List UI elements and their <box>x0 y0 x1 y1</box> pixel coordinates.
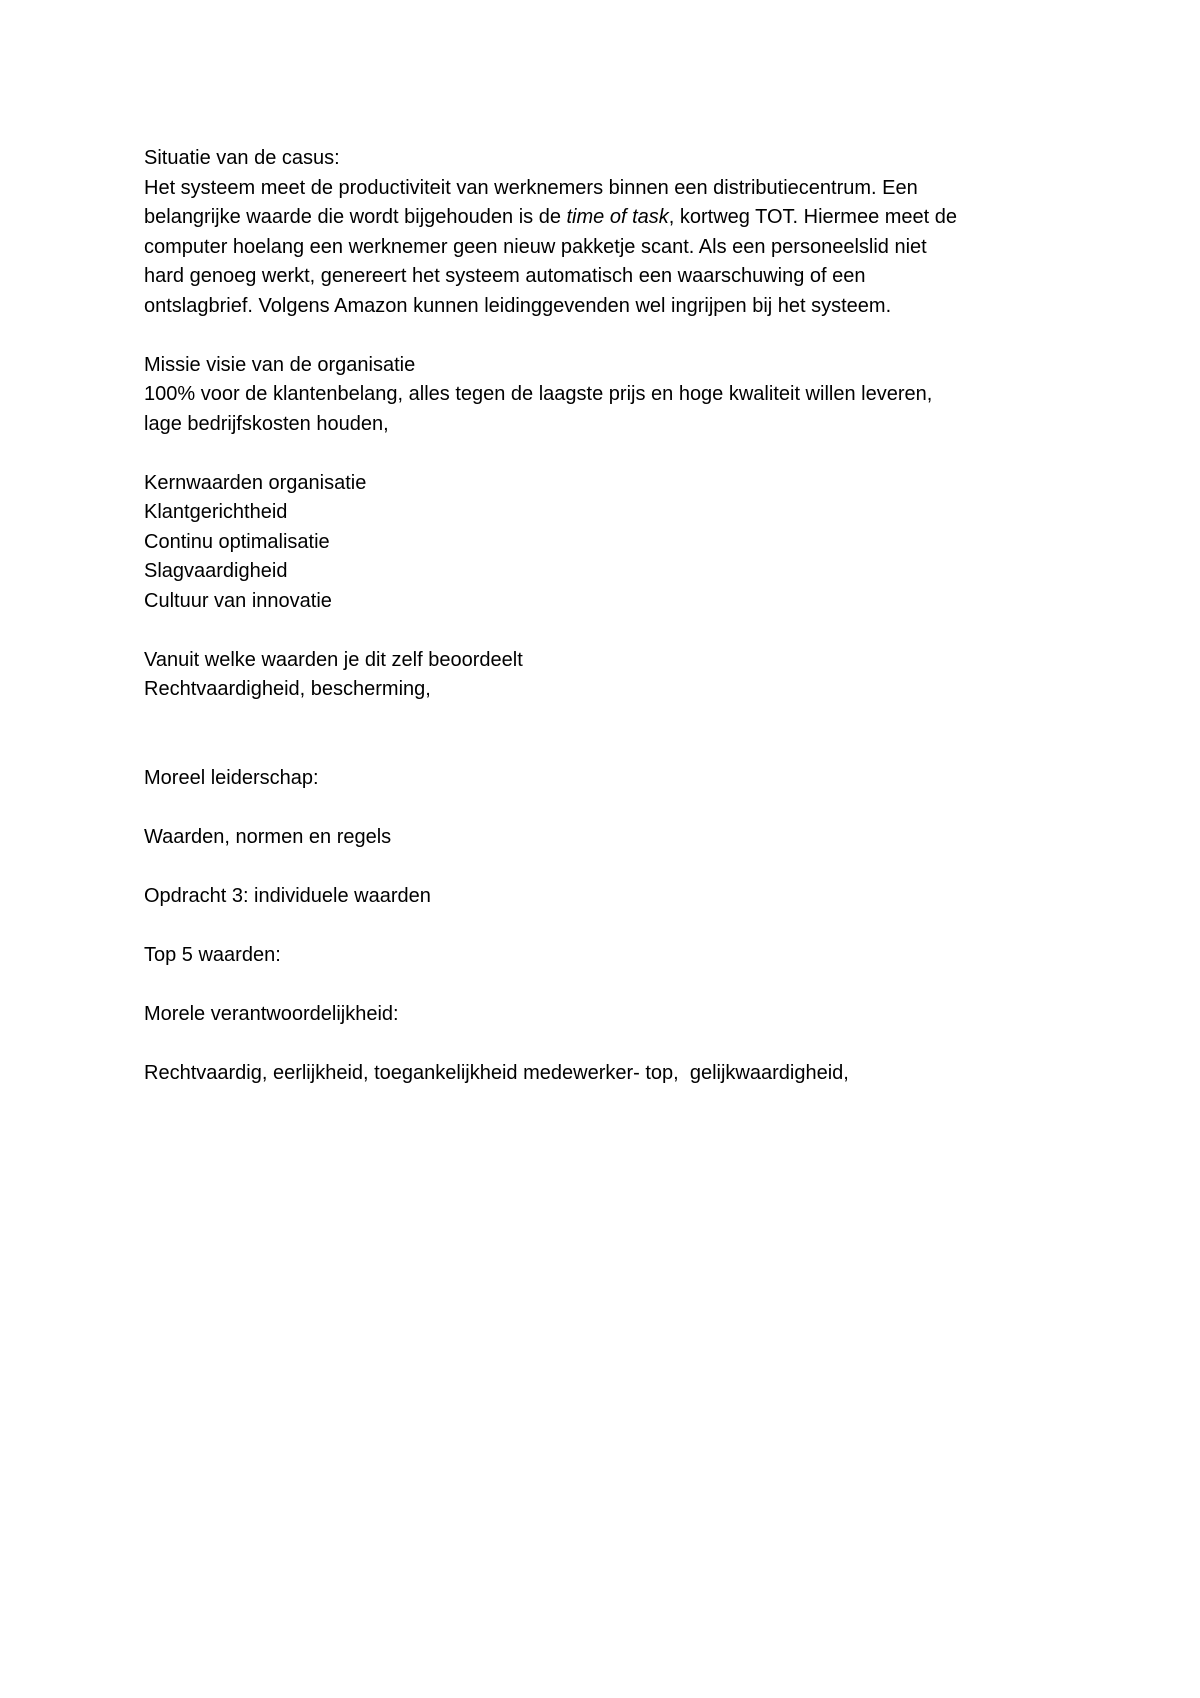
missie-line-1: 100% voor de klantenbelang, alles tegen de laagste prijs en hoge kwaliteit willen leveren, <box>144 383 933 405</box>
casus-line-5: ontslagbrief. Volgens Amazon kunnen leidinggevenden wel ingrijpen bij het systeem. <box>144 294 892 317</box>
paragraph-gap <box>144 852 1064 882</box>
eigen-waarden-heading: Vanuit welke waarden je dit zelf beoordeelt <box>144 648 523 671</box>
missie-line-2: lage bedrijfskosten houden, <box>144 412 389 435</box>
missie-heading: Missie visie van de organisatie <box>144 353 416 376</box>
paragraph-gap <box>144 439 1064 469</box>
casus-heading: Situatie van de casus: <box>144 147 340 169</box>
casus-line-2-pre: belangrijke waarde die wordt bijgehouden is de <box>144 206 567 228</box>
paragraph-gap <box>144 705 1064 764</box>
paragraph-gap <box>144 1029 1064 1059</box>
paragraph-gap <box>144 616 1064 646</box>
casus-line-2 <box>144 203 1064 233</box>
kernwaarden-heading: Kernwaarden organisatie <box>144 471 367 494</box>
kernwaarde-item: Slagvaardigheid <box>144 560 288 582</box>
morele-verantwoordelijkheid-heading: Morele verantwoordelijkheid: <box>144 1002 399 1025</box>
paragraph-gap <box>144 321 1064 351</box>
document-body <box>144 144 1064 1088</box>
kernwaarde-item: Klantgerichtheid <box>144 501 288 523</box>
top-5-heading: Top 5 waarden: <box>144 943 281 966</box>
paragraph-gap <box>144 970 1064 1000</box>
opdracht-3-heading: Opdracht 3: individuele waarden <box>144 884 431 907</box>
slotregel: Rechtvaardig, eerlijkheid, toegankelijkheid medewerker- top, gelijkwaardigheid, <box>144 1061 849 1084</box>
eigen-waarden-line-1: Rechtvaardigheid, bescherming, <box>144 678 431 700</box>
kernwaarde-item: Cultuur van innovatie <box>144 589 332 612</box>
casus-line-1: Het systeem meet de productiviteit van werknemers binnen een distributiecentrum. Een <box>144 176 918 199</box>
kernwaarde-item: Continu optimalisatie <box>144 530 330 553</box>
casus-line-4: hard genoeg werkt, genereert het systeem automatisch een waarschuwing of een <box>144 265 866 287</box>
casus-line-2-italic: time of task <box>566 206 669 228</box>
casus-line-3: computer hoelang een werknemer geen nieuw pakketje scant. Als een personeelslid niet <box>144 235 927 258</box>
waarden-normen-heading: Waarden, normen en regels <box>144 825 392 848</box>
paragraph-gap <box>144 793 1064 823</box>
moreel-leiderschap-heading: Moreel leiderschap: <box>144 766 319 789</box>
casus-line-2-post: , kortweg TOT. Hiermee meet de <box>668 206 958 228</box>
paragraph-gap <box>144 911 1064 941</box>
